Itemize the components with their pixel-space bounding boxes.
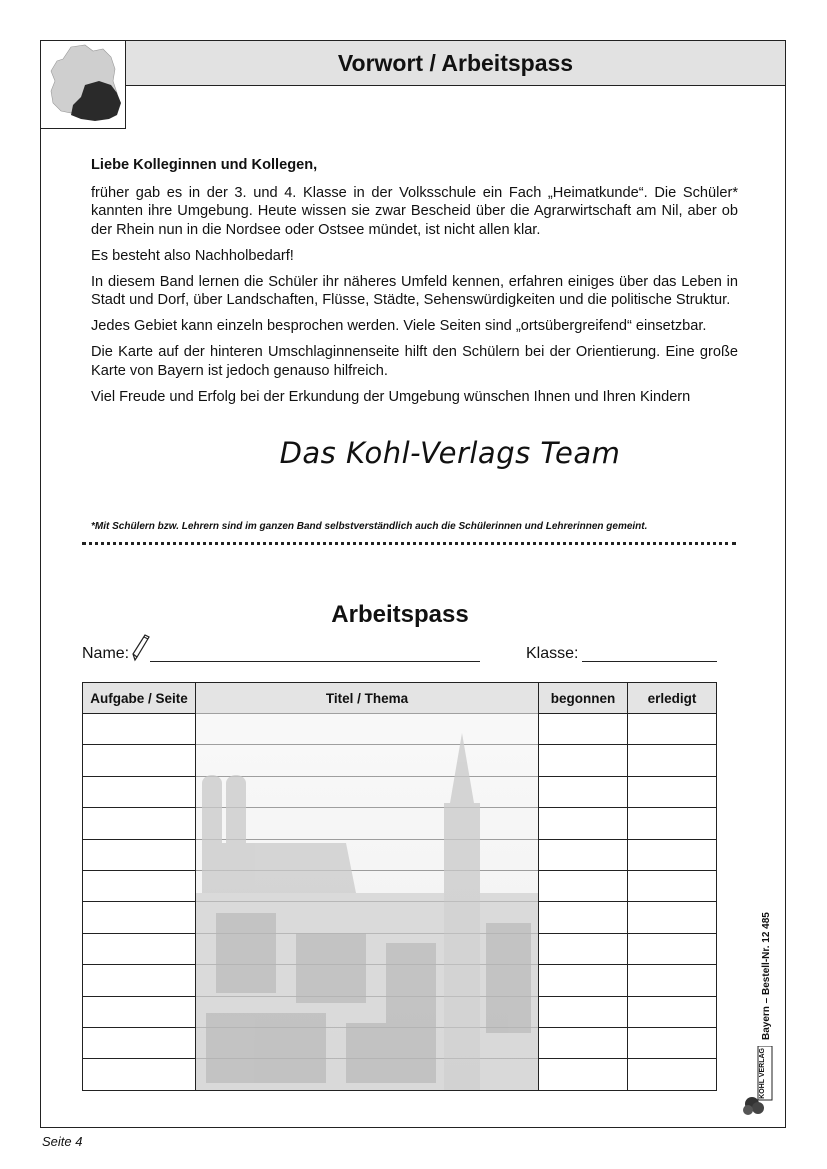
column-header-begonnen: begonnen — [539, 683, 628, 714]
footnote: *Mit Schülern bzw. Lehrern sind im ganzen Band selbstverständlich auch die Schülerinnen und Lehrerinnen gemeint. — [91, 521, 648, 532]
signature: Das Kohl-Verlags Team — [279, 436, 621, 470]
logo-text: KOHL VERLAG — [759, 1048, 766, 1099]
cell-erledigt[interactable] — [628, 1059, 717, 1091]
cell-aufgabe[interactable] — [83, 871, 196, 902]
cell-aufgabe[interactable] — [83, 965, 196, 996]
cell-titel[interactable] — [196, 933, 539, 964]
cell-titel[interactable] — [196, 902, 539, 933]
cell-aufgabe[interactable] — [83, 1028, 196, 1059]
cell-titel[interactable] — [196, 839, 539, 870]
cell-aufgabe[interactable] — [83, 714, 196, 745]
table-row — [83, 902, 717, 933]
table-row — [83, 996, 717, 1027]
column-header-erledigt: erledigt — [628, 683, 717, 714]
cell-begonnen[interactable] — [539, 902, 628, 933]
table-row — [83, 1059, 717, 1091]
column-header-titel: Titel / Thema — [196, 683, 539, 714]
cell-begonnen[interactable] — [539, 1028, 628, 1059]
cell-begonnen[interactable] — [539, 839, 628, 870]
pencil-icon — [130, 632, 152, 662]
cell-erledigt[interactable] — [628, 808, 717, 839]
cell-begonnen[interactable] — [539, 871, 628, 902]
table-row — [83, 933, 717, 964]
table-header-row — [83, 683, 717, 714]
cell-aufgabe[interactable] — [83, 1059, 196, 1091]
table-row — [83, 745, 717, 776]
cell-erledigt[interactable] — [628, 965, 717, 996]
cell-erledigt[interactable] — [628, 745, 717, 776]
klasse-field[interactable] — [582, 661, 717, 662]
preface-letter — [91, 156, 738, 414]
cell-titel[interactable] — [196, 871, 539, 902]
cell-titel[interactable] — [196, 745, 539, 776]
letter-paragraph: Die Karte auf der hinteren Umschlaginnenseite hilft den Schülern bei der Orientierung. Eine große Karte von Bayern ist jedoch genauso hilfreich. — [91, 344, 738, 379]
cell-begonnen[interactable] — [539, 745, 628, 776]
cell-begonnen[interactable] — [539, 1059, 628, 1091]
kohl-verlag-logo — [742, 1046, 776, 1121]
cell-aufgabe[interactable] — [83, 902, 196, 933]
letter-paragraph: früher gab es in der 3. und 4. Klasse in der Volksschule ein Fach „Heimatkunde“. Die Schüler* kannten ihre Umgebung. Heute wissen sie zwar Bescheid über die Agrarwirtschaft am Nil, aber ob der Rhein nun in die Nordsee oder Ostsee mündet, ist nicht allen klar. — [91, 184, 738, 238]
cell-erledigt[interactable] — [628, 1028, 717, 1059]
cell-erledigt[interactable] — [628, 996, 717, 1027]
cell-erledigt[interactable] — [628, 776, 717, 807]
table-row — [83, 871, 717, 902]
table-row — [83, 714, 717, 745]
cell-titel[interactable] — [196, 714, 539, 745]
cell-aufgabe[interactable] — [83, 776, 196, 807]
cell-aufgabe[interactable] — [83, 933, 196, 964]
cell-aufgabe[interactable] — [83, 839, 196, 870]
cell-aufgabe[interactable] — [83, 808, 196, 839]
cell-titel[interactable] — [196, 1059, 539, 1091]
klasse-label: Klasse: — [526, 645, 579, 662]
cell-titel[interactable] — [196, 996, 539, 1027]
cell-erledigt[interactable] — [628, 714, 717, 745]
table-row — [83, 808, 717, 839]
letter-paragraph: Es besteht also Nachholbedarf! — [91, 247, 294, 264]
name-field[interactable] — [150, 661, 480, 662]
cell-titel[interactable] — [196, 965, 539, 996]
letter-paragraph: Viel Freude und Erfolg bei der Erkundung der Umgebung wünschen Ihnen und Ihren Kindern — [91, 388, 691, 405]
dotted-divider — [82, 542, 736, 545]
cell-erledigt[interactable] — [628, 902, 717, 933]
table-row — [83, 965, 717, 996]
table-row — [83, 776, 717, 807]
cell-erledigt[interactable] — [628, 933, 717, 964]
cell-titel[interactable] — [196, 776, 539, 807]
cell-begonnen[interactable] — [539, 776, 628, 807]
cell-begonnen[interactable] — [539, 714, 628, 745]
cell-begonnen[interactable] — [539, 808, 628, 839]
cell-begonnen[interactable] — [539, 933, 628, 964]
cell-erledigt[interactable] — [628, 839, 717, 870]
letter-paragraph: In diesem Band lernen die Schüler ihr näheres Umfeld kennen, erfahren einiges über das Leben in Stadt und Dorf, über Landschaften, Flüsse, Städte, Sehenswürdigkeiten und die politische Struktur. — [91, 273, 738, 308]
cell-erledigt[interactable] — [628, 871, 717, 902]
table-row — [83, 1028, 717, 1059]
table-row — [83, 839, 717, 870]
column-header-aufgabe: Aufgabe / Seite — [83, 683, 196, 714]
letter-greeting: Liebe Kolleginnen und Kollegen, — [91, 157, 318, 173]
arbeitspass-table — [82, 682, 717, 1091]
page-number: Seite 4 — [42, 1134, 83, 1149]
cell-aufgabe[interactable] — [83, 745, 196, 776]
order-number: Bayern – Bestell-Nr. 12 485 — [761, 912, 772, 1040]
name-label: Name: — [82, 645, 130, 662]
cell-begonnen[interactable] — [539, 965, 628, 996]
letter-paragraph: Jedes Gebiet kann einzeln besprochen werden. Viele Seiten sind „ortsübergreifend“ einsetzbar. — [91, 318, 707, 334]
cell-begonnen[interactable] — [539, 996, 628, 1027]
cell-titel[interactable] — [196, 1028, 539, 1059]
cell-aufgabe[interactable] — [83, 996, 196, 1027]
page-title: Vorwort / Arbeitspass — [125, 40, 786, 86]
bavaria-map-icon — [40, 40, 126, 129]
cell-titel[interactable] — [196, 808, 539, 839]
arbeitspass-title: Arbeitspass — [331, 601, 469, 628]
